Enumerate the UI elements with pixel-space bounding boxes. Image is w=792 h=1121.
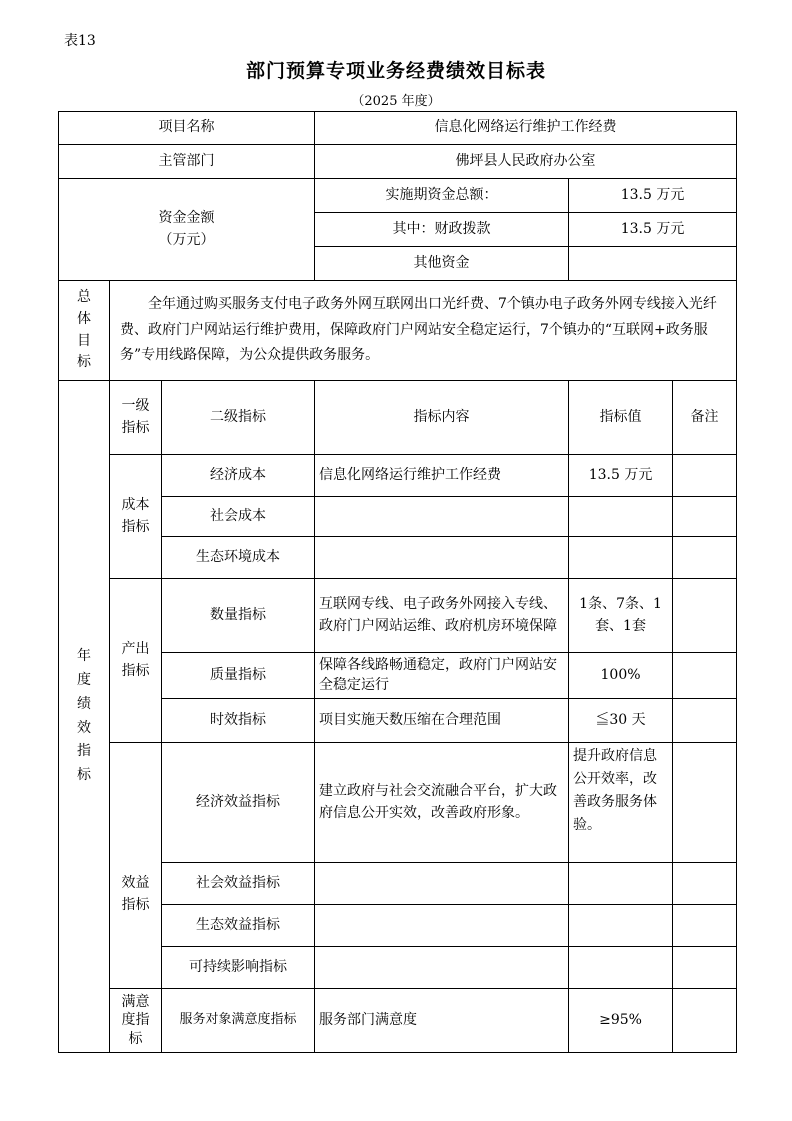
page-subtitle: （2025 年度） [351,94,441,109]
satisfaction-label-line3: 标 [128,1030,143,1047]
header-level1-line2: 指标 [121,419,150,436]
summary-label-char: 目 [77,332,91,349]
indicator-content: 项目实施天数压缩在合理范围 [315,699,569,743]
header-content: 指标内容 [315,381,569,455]
annual-label-char: 标 [77,767,91,784]
row-indicator-header [59,381,737,455]
indicator-value [569,497,673,537]
annual-indicator-label [59,381,110,1053]
cost-label-line2: 指标 [121,518,150,535]
indicator-note [673,905,737,947]
indicator-name: 可持续影响指标 [162,947,315,989]
indicator-name: 经济成本 [162,455,315,497]
indicator-value [569,905,673,947]
indicator-content [315,947,569,989]
page-label: 表13 [64,33,96,49]
header-level2: 二级指标 [162,381,315,455]
row-project-name [59,112,737,145]
indicator-note [673,699,737,743]
fiscal-funds-label: 其中：财政拨款 [315,213,569,247]
indicator-note [673,989,737,1053]
indicator-value: 13.5 万元 [569,455,673,497]
satisfaction-group-label [110,989,162,1053]
indicator-value: ≦30 天 [569,699,673,743]
funds-label [59,179,315,281]
project-name-value: 信息化网络运行维护工作经费 [315,112,737,145]
fiscal-funds-value: 13.5 万元 [569,213,737,247]
summary-label-char: 体 [77,310,91,327]
satisfaction-label-line2: 度指 [121,1012,150,1029]
page-title: 部门预算专项业务经费绩效目标表 [245,60,546,82]
indicator-value: 提升政府信息公开效率，改善政务服务体验。 [569,743,673,863]
header-level1 [110,381,162,455]
indicator-name: 时效指标 [162,699,315,743]
satisfaction-label-line1: 满意 [121,994,150,1011]
indicator-value [569,863,673,905]
indicator-note [673,863,737,905]
indicator-note [673,653,737,699]
indicator-content: 服务部门满意度 [315,989,569,1053]
performance-table [58,111,737,1053]
indicator-note [673,579,737,653]
indicator-name: 社会效益指标 [162,863,315,905]
output-label-line1: 产出 [121,640,150,657]
annual-label-char: 绩 [77,695,91,712]
header-value: 指标值 [569,381,673,455]
department-label: 主管部门 [59,145,315,179]
summary-label [59,281,110,381]
indicator-note [673,497,737,537]
annual-label-char: 效 [77,719,91,736]
indicator-name: 服务对象满意度指标 [162,989,315,1053]
annual-label-char: 年 [77,648,91,665]
indicator-name: 社会成本 [162,497,315,537]
indicator-note [673,743,737,863]
other-funds-label: 其他资金 [315,247,569,281]
summary-label-char: 总 [77,289,91,306]
row-department [59,145,737,179]
benefit-group-label [110,743,162,989]
cost-label-line1: 成本 [121,496,150,513]
indicator-value: 100% [569,653,673,699]
indicator-note [673,537,737,579]
indicator-content [315,497,569,537]
indicator-name: 质量指标 [162,653,315,699]
other-funds-value [569,247,737,281]
annual-label-char: 指 [77,743,91,760]
indicator-value [569,947,673,989]
indicator-value: ≥95% [569,989,673,1053]
row-funds-total [59,179,737,213]
benefit-label-line1: 效益 [121,874,150,891]
funds-label-line2: （万元） [158,231,215,248]
indicator-content [315,863,569,905]
indicator-content: 信息化网络运行维护工作经费 [315,455,569,497]
indicator-content [315,537,569,579]
output-label-line2: 指标 [121,662,150,679]
indicator-name: 经济效益指标 [162,743,315,863]
row-summary [59,281,737,381]
total-funds-label: 实施期资金总额： [315,179,569,213]
table-row [59,743,737,863]
indicator-note [673,455,737,497]
department-value: 佛坪县人民政府办公室 [315,145,737,179]
indicator-content: 建立政府与社会交流融合平台，扩大政府信息公开实效，改善政府形象。 [315,743,569,863]
table-row [59,455,737,497]
indicator-value [569,537,673,579]
indicator-name: 生态环境成本 [162,537,315,579]
indicator-name: 数量指标 [162,579,315,653]
indicator-value: 1条、7条、1套、1套 [569,579,673,653]
benefit-label-line2: 指标 [121,896,150,913]
summary-label-char: 标 [77,354,91,371]
summary-text: 全年通过购买服务支付电子政务外网互联网出口光纤费、7个镇办电子政务外网专线接入光纤费、政府门户网站运行维护费用，保障政府门户网站安全稳定运行，7个镇办的“互联网+政务服务”专用线路保障，为公众提供政务服务。 [110,281,737,381]
total-funds-value: 13.5 万元 [569,179,737,213]
table-row [59,989,737,1053]
funds-label-line1: 资金金额 [158,209,215,226]
cost-group-label [110,455,162,579]
indicator-content [315,905,569,947]
header-level1-line1: 一级 [121,397,150,414]
table-row [59,579,737,653]
indicator-name: 生态效益指标 [162,905,315,947]
project-name-label: 项目名称 [59,112,315,145]
output-group-label [110,579,162,743]
annual-label-char: 度 [77,671,91,688]
header-note: 备注 [673,381,737,455]
indicator-content: 保障各线路畅通稳定，政府门户网站安全稳定运行 [315,653,569,699]
indicator-content: 互联网专线、电子政务外网接入专线、政府门户网站运维、政府机房环境保障 [315,579,569,653]
indicator-note [673,947,737,989]
